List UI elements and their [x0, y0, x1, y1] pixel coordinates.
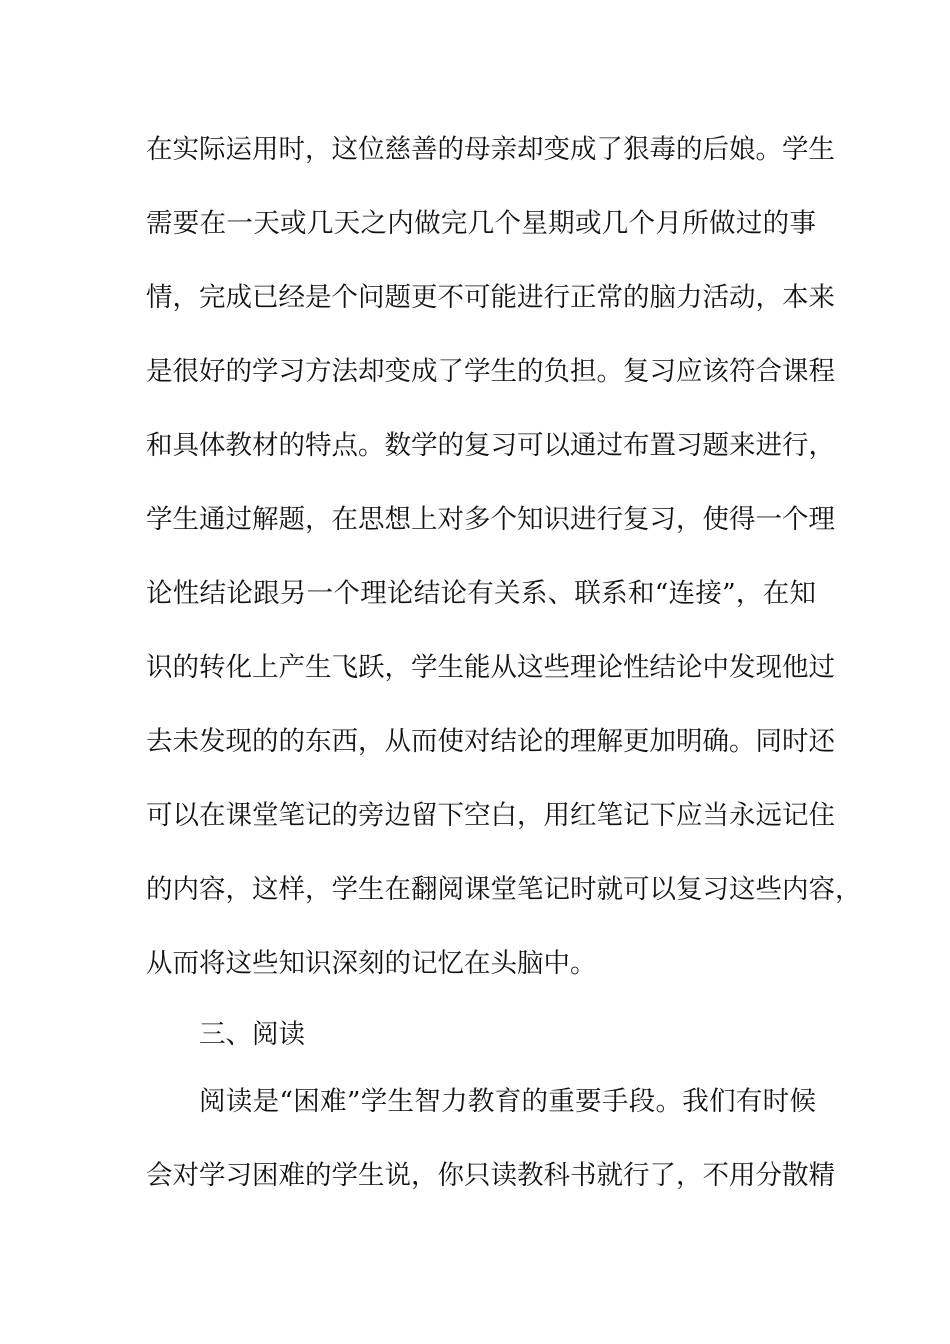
section-heading: 三、阅读 — [199, 1019, 305, 1050]
text-line: 从而将这些知识深刻的记忆在头脑中。 — [146, 948, 597, 979]
text-line: 情，完成已经是个问题更不可能进行正常的脑力活动，本来 — [146, 282, 835, 313]
text-line: 论性结论跟另一个理论结论有关系、联系和“连接”，在知 — [146, 578, 816, 609]
paragraph — [146, 1079, 835, 1227]
text-line: 识的转化上产生飞跃，学生能从这些理论性结论中发现他过 — [146, 652, 835, 683]
paragraph — [146, 127, 862, 1015]
text-line: 去未发现的的东西，从而使对结论的理解更加明确。同时还 — [146, 726, 835, 757]
document-body — [146, 127, 862, 1227]
text-line: 是很好的学习方法却变成了学生的负担。复习应该符合课程 — [146, 356, 835, 387]
text-line: 的内容，这样，学生在翻阅课堂笔记时就可以复习这些内容， — [146, 874, 862, 905]
text-line: 学生通过解题，在思想上对多个知识进行复习，使得一个理 — [146, 504, 835, 535]
text-line: 可以在课堂笔记的旁边留下空白，用红笔记下应当永远记住 — [146, 800, 835, 831]
text-line: 阅读是“困难”学生智力教育的重要手段。我们有时候 — [199, 1086, 816, 1117]
text-line: 和具体教材的特点。数学的复习可以通过布置习题来进行， — [146, 430, 835, 461]
text-line: 会对学习困难的学生说，你只读教科书就行了，不用分散精 — [146, 1160, 835, 1191]
text-line: 需要在一天或几天之内做完几个星期或几个月所做过的事 — [146, 208, 816, 239]
text-line: 在实际运用时，这位慈善的母亲却变成了狠毒的后娘。学生 — [146, 134, 835, 165]
